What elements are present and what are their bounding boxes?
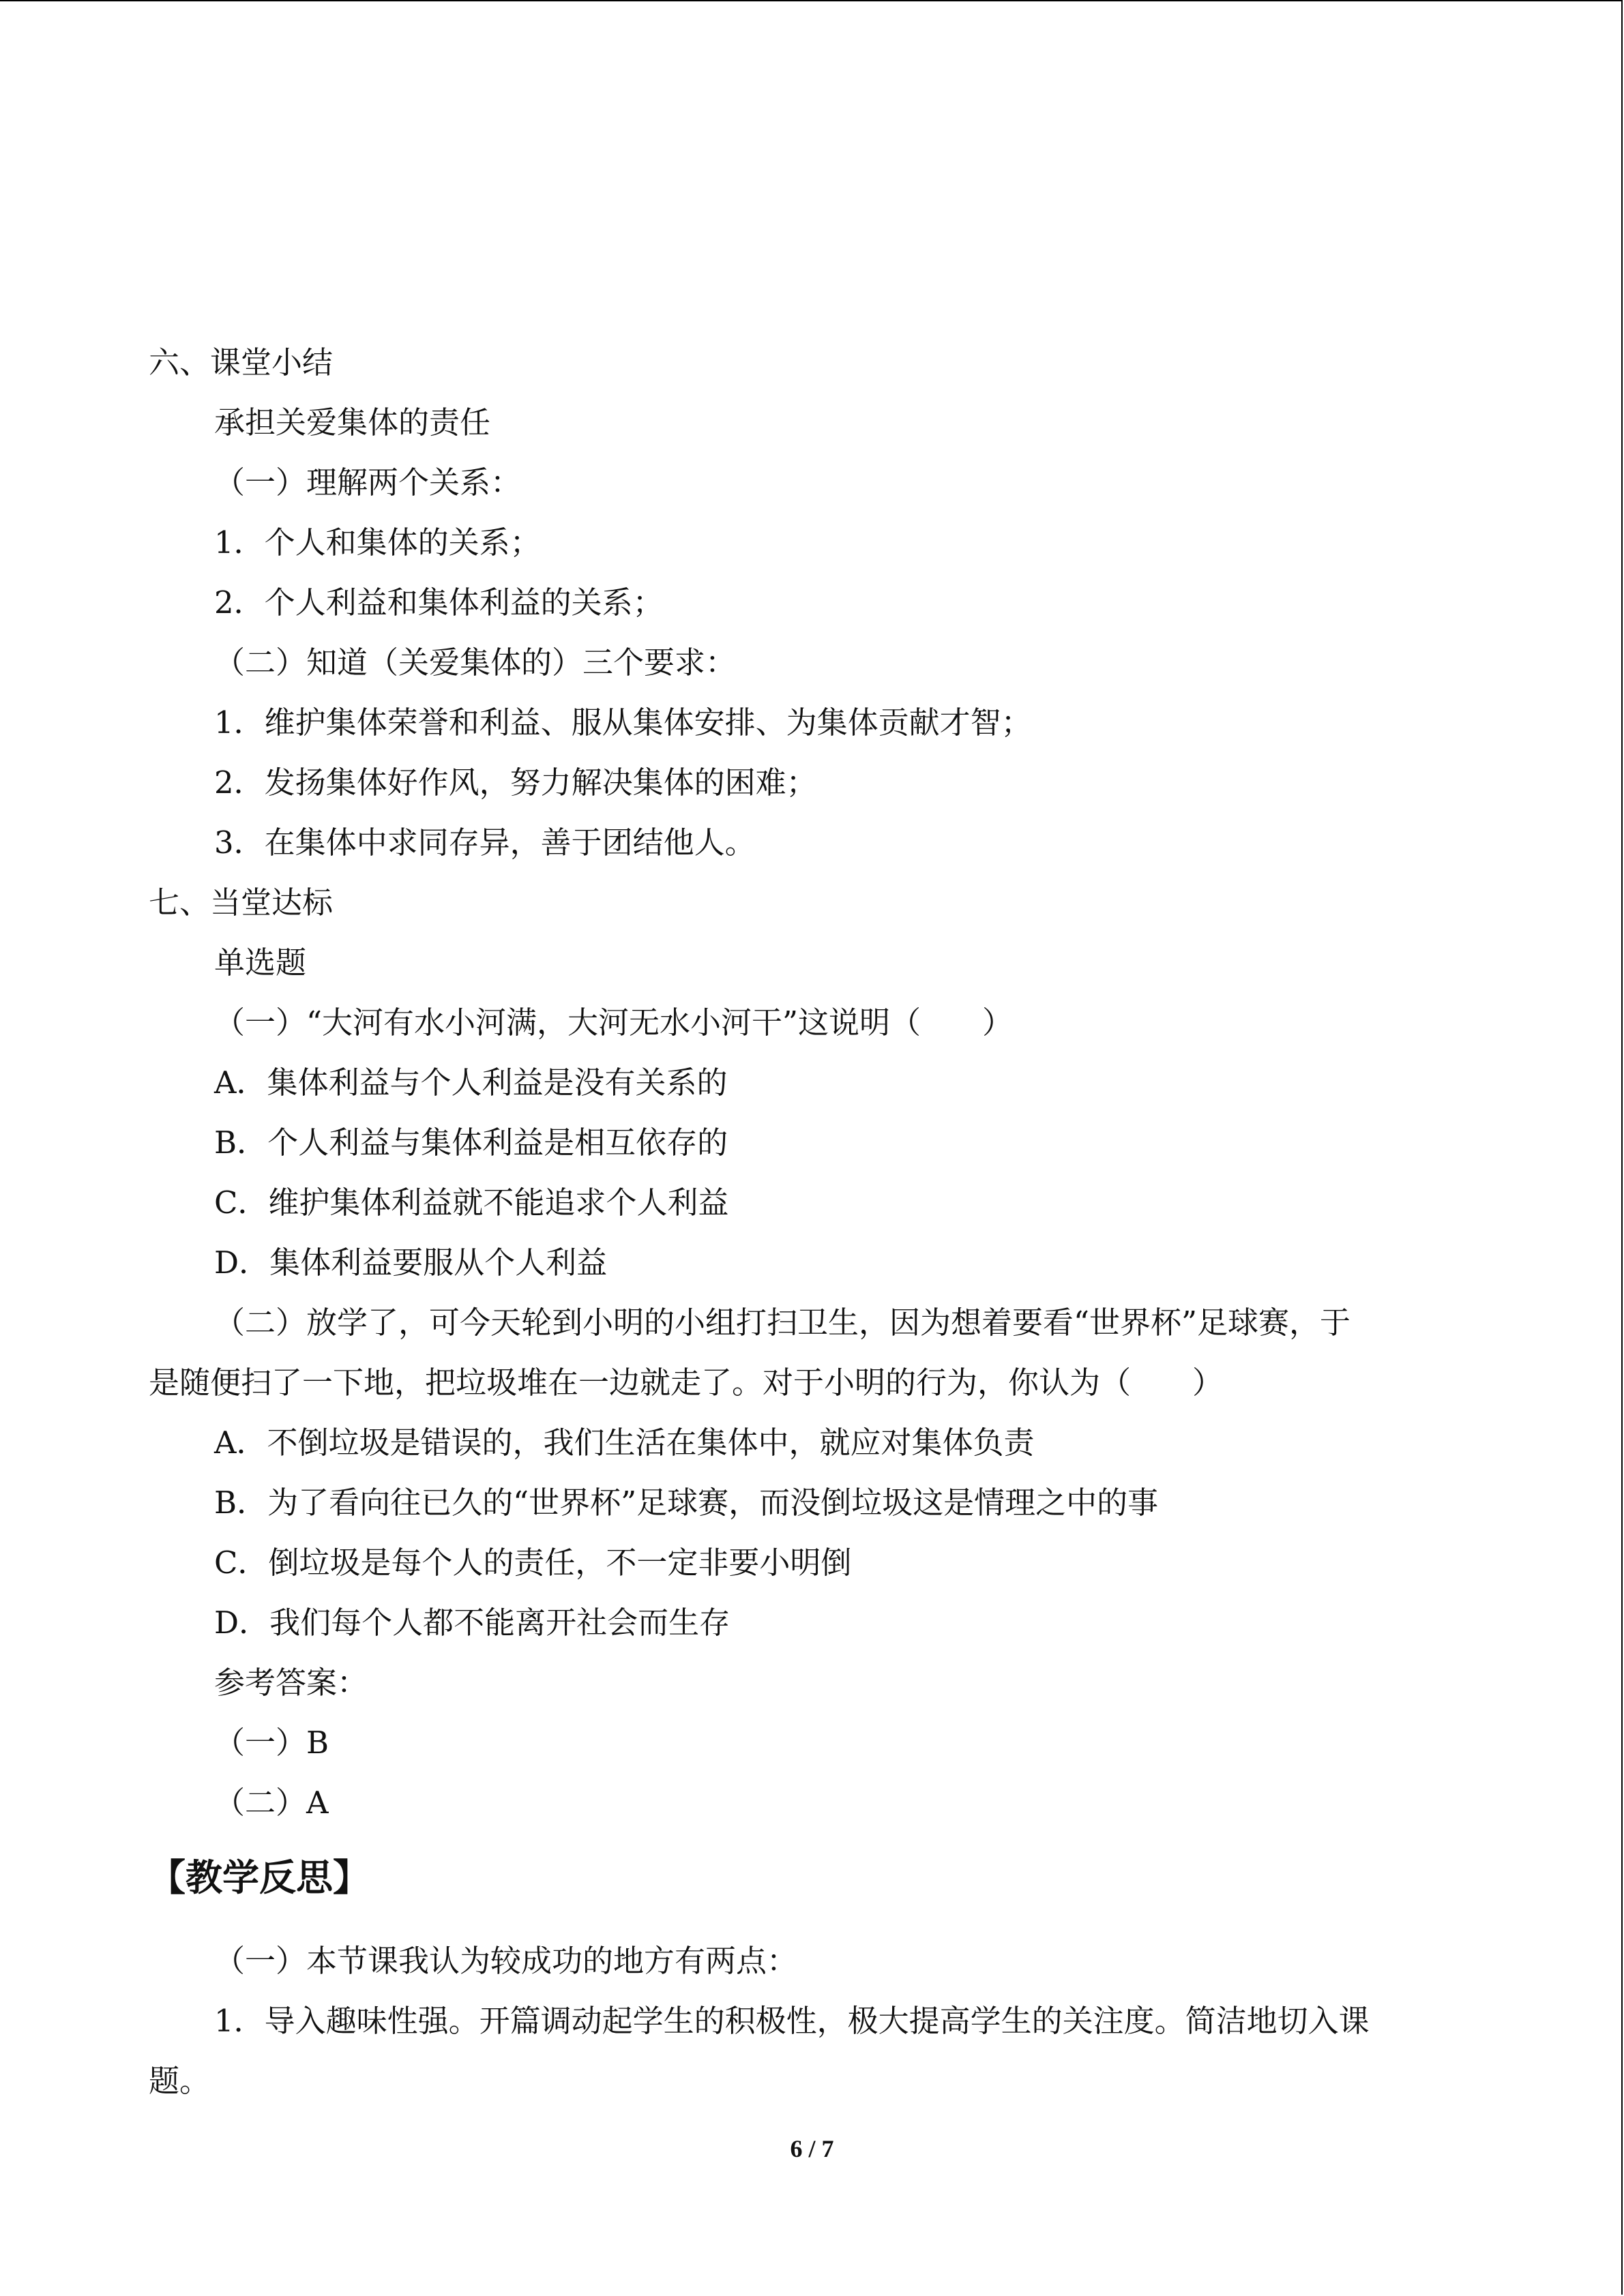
summary-line: 承担关爱集体的责任 — [214, 404, 491, 441]
summary-line: （一）理解两个关系： — [214, 464, 522, 501]
page-number: 6 / 7 — [790, 2135, 834, 2162]
question-type-label: 单选题 — [214, 944, 307, 981]
question-2-option: C．倒垃圾是每个人的责任，不一定非要小明倒 — [214, 1545, 852, 1581]
reflection-heading: 【教学反思】 — [149, 1856, 370, 1899]
summary-line: 3．在集体中求同存异，善于团结他人。 — [214, 824, 756, 861]
question-1-option: A．集体利益与个人利益是没有关系的 — [214, 1064, 728, 1101]
document-body — [149, 333, 1472, 2111]
section-6-title: 六、课堂小结 — [149, 344, 334, 381]
question-2-option: A．不倒垃圾是错误的，我们生活在集体中，就应对集体负责 — [214, 1425, 1035, 1461]
question-1-option: D．集体利益要服从个人利益 — [214, 1244, 608, 1281]
reflection-line: 1．导入趣味性强。开篇调动起学生的积极性，极大提高学生的关注度。简洁地切入课 — [214, 2003, 1370, 2039]
question-1-option: B．个人利益与集体利益是相互依存的 — [214, 1124, 728, 1161]
reflection-line: 题。 — [149, 2063, 211, 2099]
answer-item: （一）B — [214, 1725, 329, 1761]
reflection-line: （一）本节课我认为较成功的地方有两点： — [214, 1943, 798, 1979]
question-2-stem-line-2: 是随便扫了一下地，把垃圾堆在一边就走了。对于小明的行为，你认为（ ） — [149, 1365, 1224, 1401]
answer-label: 参考答案： — [214, 1665, 368, 1701]
question-1-stem: （一）“大河有水小河满，大河无水小河干”这说明（ ） — [214, 1004, 1014, 1041]
answer-item: （二）A — [214, 1785, 329, 1821]
section-7-title: 七、当堂达标 — [149, 884, 334, 921]
summary-line: （二）知道（关爱集体的）三个要求： — [214, 644, 737, 681]
summary-line: 1．个人和集体的关系； — [214, 524, 541, 561]
question-2-stem-line-1: （二）放学了，可今天轮到小明的小组打扫卫生，因为想着要看“世界杯”足球赛，于 — [214, 1304, 1351, 1341]
summary-line: 2．发扬集体好作风，努力解决集体的困难； — [214, 764, 817, 801]
summary-line: 1．维护集体荣誉和利益、服从集体安排、为集体贡献才智； — [214, 704, 1032, 741]
question-2-option: D．我们每个人都不能离开社会而生存 — [214, 1605, 730, 1641]
question-1-option: C．维护集体利益就不能追求个人利益 — [214, 1184, 729, 1221]
question-2-option: B．为了看向往已久的“世界杯”足球赛，而没倒垃圾这是情理之中的事 — [214, 1485, 1159, 1521]
summary-line: 2．个人利益和集体利益的关系； — [214, 584, 664, 621]
